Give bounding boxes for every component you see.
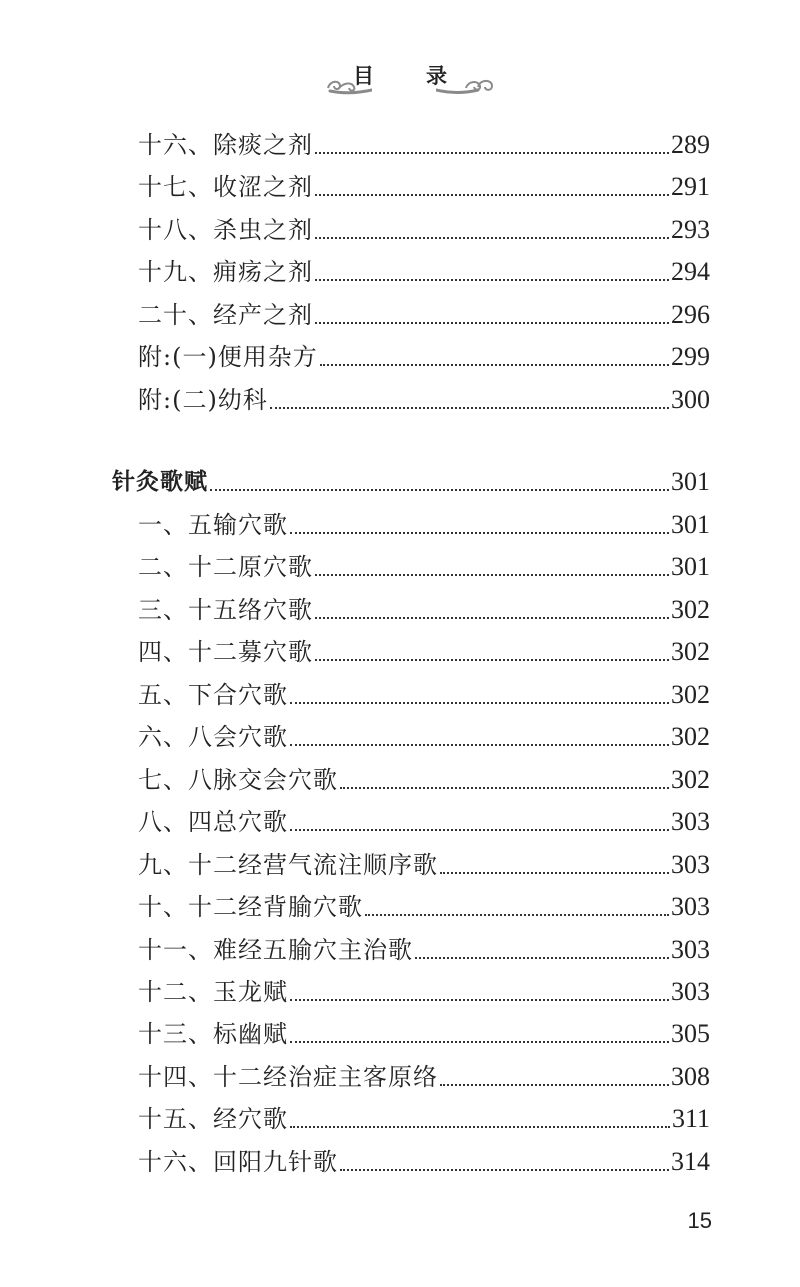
leader-dots (440, 872, 669, 874)
toc-entry-page: 302 (671, 637, 710, 666)
leader-dots (290, 829, 669, 831)
page-number: 15 (687, 1208, 712, 1233)
leader-dots (315, 617, 669, 619)
toc-entry-page: 296 (671, 300, 710, 329)
toc-entry-page: 302 (671, 765, 710, 794)
toc-entry-page: 294 (671, 257, 710, 286)
leader-dots (290, 1041, 669, 1043)
leader-dots (340, 1169, 669, 1171)
toc-entry[interactable] (138, 1101, 710, 1137)
page-title (0, 60, 800, 90)
toc-entry-page: 302 (671, 722, 710, 751)
toc-entry-page: 303 (671, 807, 710, 836)
toc-entry[interactable] (138, 254, 710, 290)
toc-entry-page: 301 (671, 552, 710, 581)
leader-dots (315, 322, 669, 324)
toc-entry-page: 293 (671, 215, 710, 244)
toc-entry[interactable] (138, 212, 710, 248)
leader-dots (290, 532, 669, 534)
leader-dots (315, 194, 669, 196)
toc-entry[interactable] (138, 974, 710, 1010)
leader-dots (270, 407, 669, 409)
toc-entry-label: 十、十二经背腧穴歌 (138, 893, 363, 921)
toc-entry[interactable] (138, 677, 710, 713)
leader-dots (415, 957, 669, 959)
toc-entry-label: 四、十二募穴歌 (138, 638, 313, 666)
toc-entry-label: 一、五输穴歌 (138, 511, 288, 539)
toc-entry-page: 303 (671, 977, 710, 1006)
leader-dots (440, 1084, 669, 1086)
toc-entry[interactable] (138, 932, 710, 968)
toc-entry[interactable] (138, 507, 710, 543)
toc-entry[interactable] (138, 762, 710, 798)
leader-dots (315, 152, 669, 154)
toc-entry[interactable] (138, 847, 710, 883)
toc-entry-label: 十六、除痰之剂 (138, 131, 313, 159)
toc-entry[interactable] (138, 1059, 710, 1095)
leader-dots (210, 489, 669, 491)
toc-entry-page: 300 (671, 385, 710, 414)
leader-dots (320, 364, 669, 366)
toc-entry[interactable] (138, 382, 710, 418)
leader-dots (290, 744, 669, 746)
toc-entry-label: 十七、收涩之剂 (138, 173, 313, 201)
toc-entry-label: 七、八脉交会穴歌 (138, 766, 338, 794)
toc-entry-label: 十八、杀虫之剂 (138, 216, 313, 244)
toc-entry[interactable] (138, 127, 710, 163)
leader-dots (315, 237, 669, 239)
toc-entry-label: 六、八会穴歌 (138, 723, 288, 751)
toc-entry-label: 附:(二)幼科 (138, 386, 268, 414)
toc-entry[interactable] (138, 169, 710, 205)
toc-entry-label: 十五、经穴歌 (138, 1105, 288, 1133)
toc-entry-label: 九、十二经营气流注顺序歌 (138, 851, 438, 879)
cloud-ornament-right-icon (436, 76, 494, 96)
toc-entry-page: 302 (671, 680, 710, 709)
toc-entry[interactable] (138, 634, 710, 670)
toc-entry-label: 三、十五络穴歌 (138, 596, 313, 624)
toc-entry-label: 十四、十二经治症主客原络 (138, 1063, 438, 1091)
toc-section-label: 针灸歌赋 (112, 469, 208, 495)
toc-section-heading[interactable] (112, 464, 710, 500)
toc-entry-label: 二、十二原穴歌 (138, 553, 313, 581)
toc-entry-label: 二十、经产之剂 (138, 301, 313, 329)
toc-entry[interactable] (138, 804, 710, 840)
toc-entry[interactable] (138, 592, 710, 628)
toc-entry-page: 305 (671, 1019, 710, 1048)
leader-dots (290, 999, 669, 1001)
leader-dots (290, 1126, 670, 1128)
toc-entry[interactable] (138, 719, 710, 755)
toc-entry[interactable] (138, 1016, 710, 1052)
toc-entry-page: 303 (671, 935, 710, 964)
toc-entry-page: 291 (671, 172, 710, 201)
leader-dots (315, 279, 669, 281)
toc-entry[interactable] (138, 549, 710, 585)
toc-entry-page: 301 (671, 510, 710, 539)
toc-section-page: 301 (671, 467, 710, 496)
leader-dots (340, 787, 669, 789)
toc-entry-page: 289 (671, 130, 710, 159)
toc-entry-page: 299 (671, 342, 710, 371)
toc-entry-label: 十三、标幽赋 (138, 1020, 288, 1048)
title-char-right: 录 (426, 64, 447, 88)
leader-dots (290, 702, 669, 704)
leader-dots (365, 914, 669, 916)
toc-entry[interactable] (138, 297, 710, 333)
toc-entry[interactable] (138, 1144, 710, 1180)
toc-entry-page: 314 (671, 1147, 710, 1176)
toc-entry-label: 八、四总穴歌 (138, 808, 288, 836)
page-header (0, 58, 800, 98)
toc-entry-page: 303 (671, 850, 710, 879)
toc-entry-page: 308 (671, 1062, 710, 1091)
toc-entry-label: 附:(一)便用杂方 (138, 343, 318, 371)
toc-entry-page: 302 (671, 595, 710, 624)
toc-entry-label: 十一、难经五腧穴主治歌 (138, 936, 413, 964)
toc-entry-page: 303 (671, 892, 710, 921)
toc-entry[interactable] (138, 889, 710, 925)
toc-entry-label: 五、下合穴歌 (138, 681, 288, 709)
leader-dots (315, 574, 669, 576)
title-char-left: 目 (353, 64, 374, 88)
toc-entry-page: 311 (671, 1104, 710, 1133)
leader-dots (315, 659, 669, 661)
toc-entry[interactable] (138, 339, 710, 375)
toc-entry-label: 十九、痈疡之剂 (138, 258, 313, 286)
toc-entry-label: 十六、回阳九针歌 (138, 1148, 338, 1176)
toc-entry-label: 十二、玉龙赋 (138, 978, 288, 1006)
